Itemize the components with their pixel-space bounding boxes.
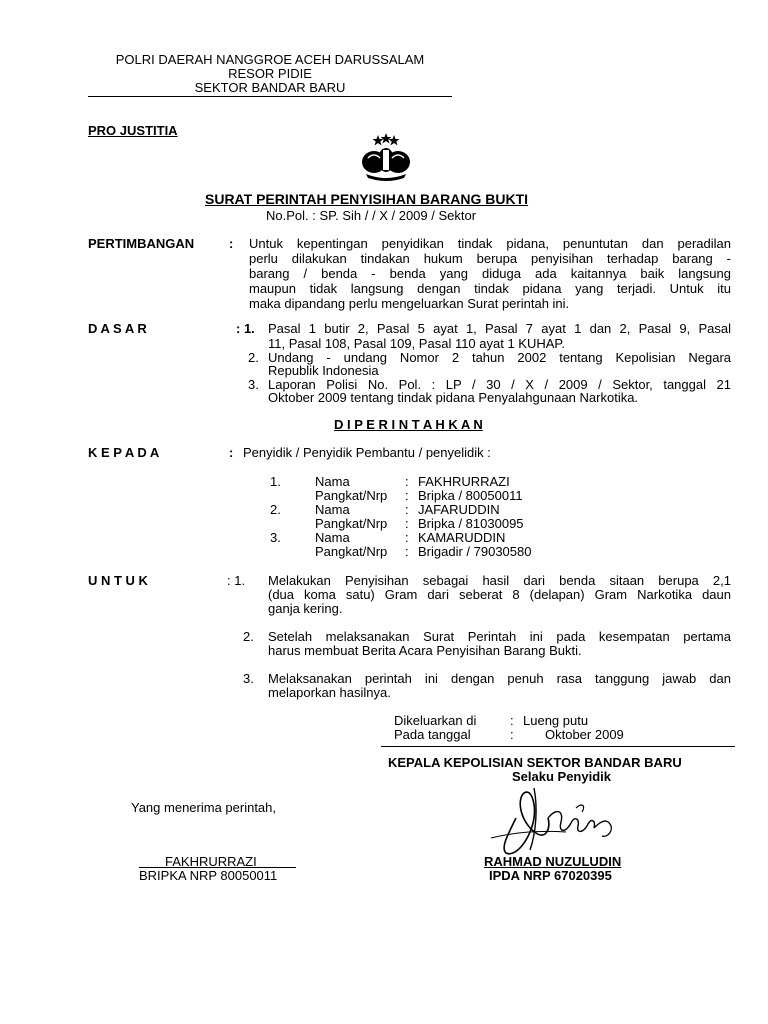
untuk-item-3-line-2: melaporkan hasilnya. [268,685,391,700]
pro-justitia: PRO JUSTITIA [88,123,178,138]
person-1-pangkat: Bripka / 80050011 [418,488,523,503]
document-number: No.Pol. : SP. Sih / / X / 2009 / Sektor [266,208,477,223]
kepada-label: K E P A D A [88,445,160,460]
person-2-num: 2. [270,502,281,517]
diperintahkan-heading: D I P E R I N T A H K A N [334,417,483,432]
document-title: SURAT PERINTAH PENYISIHAN BARANG BUKTI [205,191,529,207]
person-2-pangkat: Bripka / 81030095 [418,516,524,531]
person-1-nama: FAKHRURRAZI [418,474,510,489]
dasar-item-2-line-1: Undang - undang Nomor 2 tahun 2002 tentang Kepolisian Negara [268,350,731,365]
untuk-item-3-num: 3. [243,671,254,686]
dasar-item-1-line-2: 11, Pasal 108, Pasal 109, Pasal 110 ayat 1 KUHAP. [268,336,566,351]
signatory-name: RAHMAD NUZULUDIN [484,854,622,869]
issued-date: Oktober 2009 [545,727,624,742]
recipient-rank: BRIPKA NRP 80050011 [139,868,278,883]
recipient-name: FAKHRURRAZI [165,854,257,869]
untuk-item-1-line-1: Melakukan Penyisihan sebagai hasil dari benda sitaan berupa 2,1 [268,573,731,588]
person-2-sep-2: : [405,516,409,531]
person-2-pangkat-label: Pangkat/Nrp [315,516,388,531]
person-2-nama-label: Nama [315,502,350,517]
untuk-label: U N T U K [88,573,148,588]
dasar-item-2-num: 2. [248,350,259,365]
recipient-label: Yang menerima perintah, [131,800,277,815]
signatory-title: KEPALA KEPOLISIAN SEKTOR BANDAR BARU [388,755,682,770]
dasar-item-3-line-1: Laporan Polisi No. Pol. : LP / 30 / X / 2009 / Sektor, tanggal 21 [268,377,731,392]
kepada-colon: : [229,445,234,460]
dasar-item-3-num: 3. [248,377,259,392]
dasar-item-1-line-1: Pasal 1 butir 2, Pasal 5 ayat 1, Pasal 7 ayat 1 dan 2, Pasal 9, Pasal [268,321,731,336]
person-3-nama: KAMARUDDIN [418,530,506,545]
signature-image [476,778,636,864]
pertimbangan-label: PERTIMBANGAN [88,236,195,251]
person-3-sep-2: : [405,544,409,559]
pertimbangan-line-3: barang / benda - benda yang diduga ada kaitannya baik langsung [249,266,731,281]
person-3-num: 3. [270,530,281,545]
issued-place-sep: : [510,713,514,728]
person-3-pangkat-label: Pangkat/Nrp [315,544,388,559]
header-line-2: RESOR PIDIE [228,66,312,81]
person-1-sep-1: : [405,474,409,489]
pertimbangan-line-2: perlu dilakukan tindakan hukum berupa penyisihan terhadap barang - [249,251,731,266]
person-2-nama: JAFARUDDIN [418,502,500,517]
issued-place: Lueng putu [523,713,589,728]
header-line-3: SEKTOR BANDAR BARU [194,80,346,95]
untuk-item-2-line-1: Setelah melaksanakan Surat Perintah ini pada kesempatan pertama [268,629,731,644]
kepada-intro: Penyidik / Penyidik Pembantu / penyelidik : [243,445,491,460]
person-1-pangkat-label: Pangkat/Nrp [315,488,388,503]
issued-date-label: Pada tanggal [394,727,471,742]
untuk-item-3-line-1: Melaksanakan perintah ini dengan penuh rasa tanggung jawab dan [268,671,731,686]
pertimbangan-colon: : [229,236,234,251]
header-underline [88,96,452,97]
issued-divider [381,746,735,747]
person-1-nama-label: Nama [315,474,350,489]
person-2-sep-1: : [405,502,409,517]
pertimbangan-line-5: maka dipandang perlu mengeluarkan Surat perintah ini. [249,296,570,311]
untuk-item-1-line-3: ganja kering. [268,601,343,616]
pertimbangan-line-4: maupun tidak langsung dengan tindak pidana yang terjadi. Untuk itu [249,281,731,296]
dasar-item-3-line-2: Oktober 2009 tentang tindak pidana Penyalahgunaan Narkotika. [268,390,639,405]
person-3-sep-1: : [405,530,409,545]
signatory-rank: IPDA NRP 67020395 [489,868,612,883]
police-emblem-icon [358,132,414,182]
person-3-pangkat: Brigadir / 79030580 [418,544,532,559]
untuk-item-2-num: 2. [243,629,254,644]
untuk-item-1-num: : 1. [227,573,246,588]
issued-date-sep: : [510,727,514,742]
person-1-sep-2: : [405,488,409,503]
dasar-label: D A S A R [88,321,147,336]
person-3-nama-label: Nama [315,530,350,545]
issued-place-label: Dikeluarkan di [394,713,477,728]
signatory-subtitle: Selaku Penyidik [512,769,611,784]
pertimbangan-line-1: Untuk kepentingan penyidikan tindak pidana, penuntutan dan peradilan [249,236,731,251]
untuk-item-1-line-2: (dua koma satu) Gram dari seberat 8 (delapan) Gram Narkotika daun [268,587,731,602]
untuk-item-2-line-2: harus membuat Berita Acara Penyisihan Barang Bukti. [268,643,582,658]
dasar-item-1-num: : 1. [236,321,255,336]
dasar-item-2-line-2: Republik Indonesia [268,363,379,378]
header-line-1: POLRI DAERAH NANGGROE ACEH DARUSSALAM [115,52,425,67]
person-1-num: 1. [270,474,281,489]
